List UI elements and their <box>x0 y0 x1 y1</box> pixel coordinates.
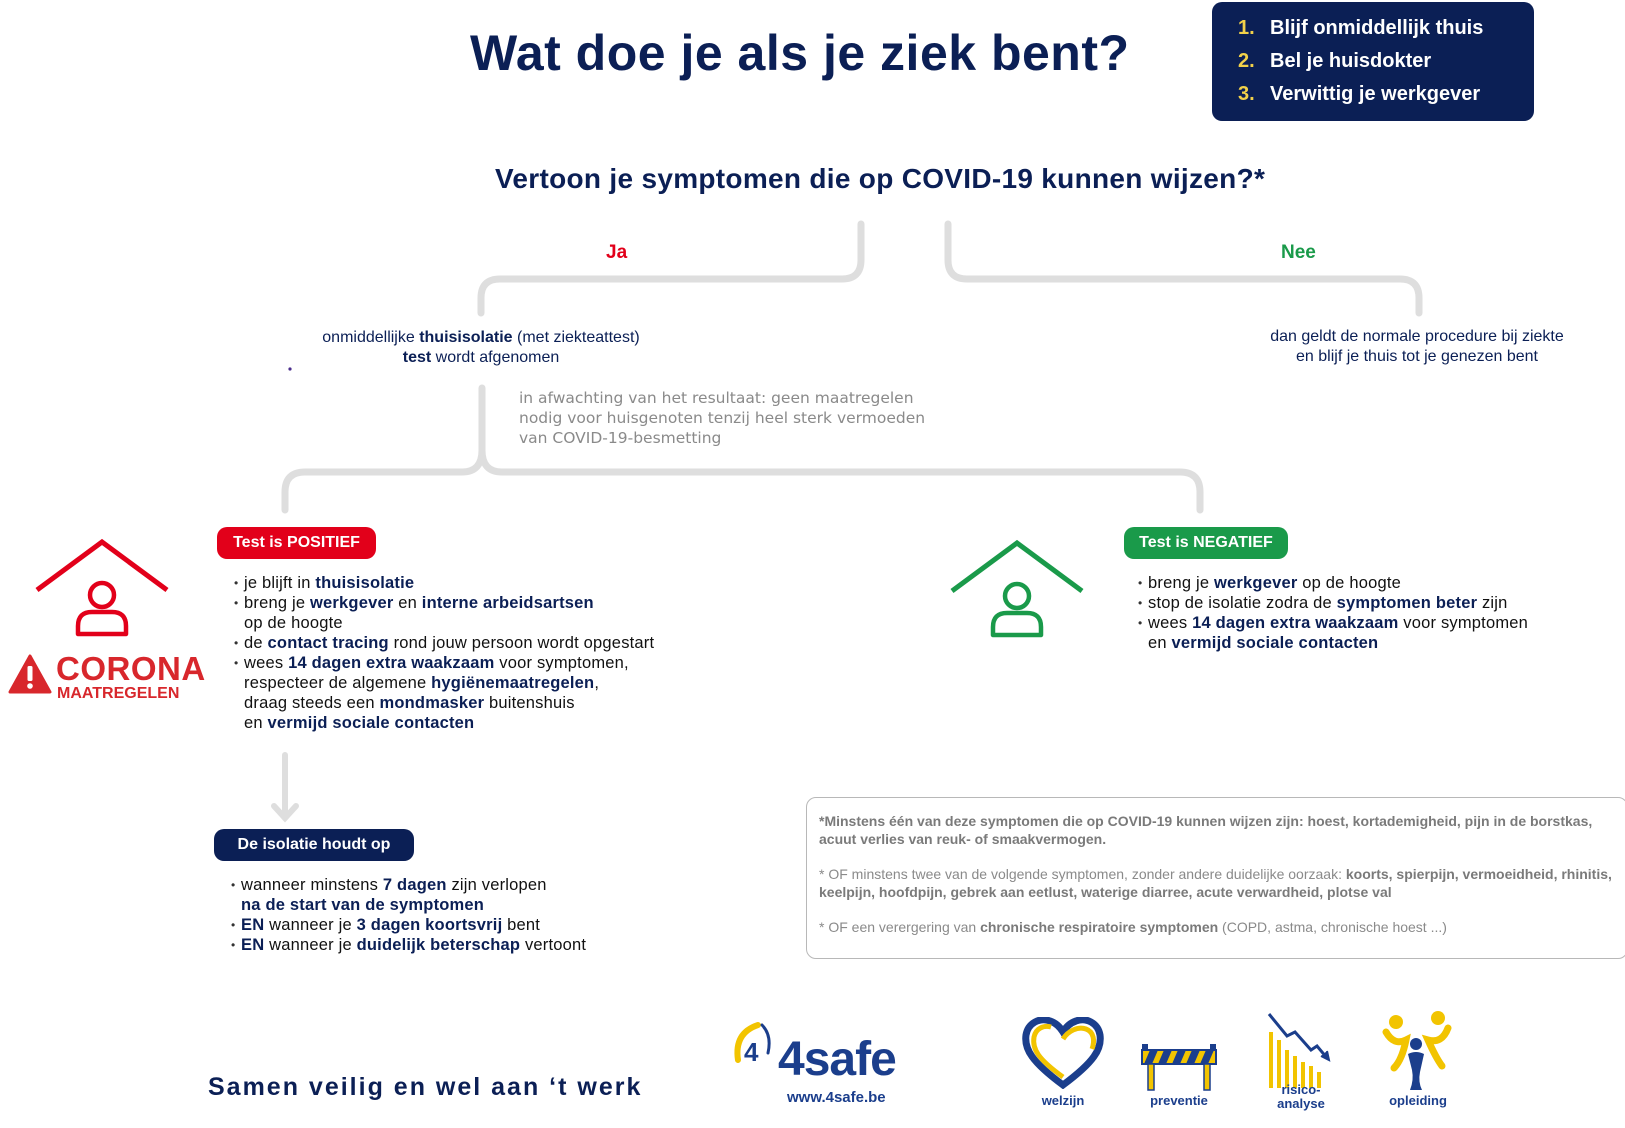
list-item: draag steeds een mondmasker buitenshuis <box>244 694 575 712</box>
isolation-end-list <box>231 875 691 955</box>
brand-url: www.4safe.be <box>787 1089 886 1106</box>
slogan: Samen veilig en wel aan ‘t werk <box>208 1073 643 1101</box>
pillar-label-risico: risico- analyse <box>1277 1082 1325 1111</box>
barrier-icon <box>1138 1042 1220 1092</box>
list-item: • breng je werkgever en interne arbeidsartsen <box>234 593 714 613</box>
symptoms-question: Vertoon je symptomen die op COVID-19 kunnen wijzen?* <box>495 163 1266 194</box>
yes-label: Ja <box>606 242 628 263</box>
page-title: Wat doe je als je ziek bent? <box>470 25 1130 81</box>
list-item: en vermijd sociale contacten <box>244 714 475 732</box>
list-item: op de hoogte <box>244 614 343 632</box>
list-item: • je blijft in thuisisolatie <box>234 573 714 593</box>
house-person-red-icon <box>35 538 170 643</box>
list-item: • wees 14 dagen extra waakzaam voor symptomen, <box>234 653 714 673</box>
negative-badge: Test is NEGATIEF <box>1124 527 1288 559</box>
positive-badge: Test is POSITIEF <box>217 527 376 559</box>
brand-name: 4safe <box>778 1033 896 1086</box>
waiting-note: in afwachting van het resultaat: geen maatregelen nodig voor huisgenoten tenzij heel sterk vermoeden van COVID-19-besmetting <box>519 389 926 447</box>
pillar-label-opleiding: opleiding <box>1389 1093 1447 1108</box>
list-item: respecteer de algemene hygiënemaatregelen, <box>244 674 600 692</box>
list-item: en vermijd sociale contacten <box>1148 634 1379 652</box>
negative-list <box>1138 573 1608 653</box>
step-2: 2. Bel je huisdokter <box>1238 50 1432 72</box>
symptoms-footnote: *Minstens één van deze symptomen die op COVID-19 kunnen wijzen zijn: hoest, kortademigheid, pijn in de borstkas, acuut verlies van reuk- of smaakvermogen. * OF minstens twee van de volgende symptomen, zonder andere duidelijke oorzaak: koorts, spierpijn, vermoeidheid, rhinitis, keelpijn, hoofdpijn, gebrek aan eetlust, waterige diarree, acute verwardheid, plotse val * OF een verergering van chronische respiratoire symptomen (COPD, astma, chronische hoest ...) <box>806 797 1625 959</box>
list-item: • wanneer minstens 7 dagen zijn verlopen <box>231 875 691 895</box>
list-item: • stop de isolatie zodra de symptomen beter zijn <box>1138 593 1608 613</box>
warning-triangle-icon <box>8 654 52 694</box>
people-icon <box>1380 1010 1454 1092</box>
steps-box <box>1212 2 1534 121</box>
4safe-logo <box>730 1015 900 1090</box>
list-item: na de start van de symptomen <box>241 896 485 914</box>
isolation-end-badge: De isolatie houdt op <box>214 829 414 861</box>
step-3: 3. Verwittig je werkgever <box>1238 83 1481 105</box>
no-branch-text: dan geldt de normale procedure bij ziekte en blijf je thuis tot je genezen bent <box>1270 328 1564 365</box>
risk-chart-icon <box>1265 1010 1335 1090</box>
list-item: • wees 14 dagen extra waakzaam voor symptomen <box>1138 613 1608 633</box>
step-1: 1. Blijf onmiddellijk thuis <box>1238 17 1484 39</box>
list-item: • breng je werkgever op de hoogte <box>1138 573 1608 593</box>
list-item: • EN wanneer je duidelijk beterschap vertoont <box>231 935 691 955</box>
heart-icon <box>1022 1017 1104 1089</box>
list-item: • de contact tracing rond jouw persoon wordt opgestart <box>234 633 714 653</box>
pillar-label-preventie: preventie <box>1150 1093 1208 1108</box>
no-label: Nee <box>1281 242 1316 263</box>
yes-branch-text: onmiddellijke thuisisolatie (met ziekteattest) test wordt afgenomen <box>322 329 640 366</box>
positive-list <box>234 573 714 733</box>
pillar-label-welzijn: welzijn <box>1041 1093 1085 1108</box>
svg-text:4: 4 <box>744 1037 759 1067</box>
house-person-green-icon <box>950 539 1085 644</box>
list-item: • EN wanneer je 3 dagen koortsvrij bent <box>231 915 691 935</box>
